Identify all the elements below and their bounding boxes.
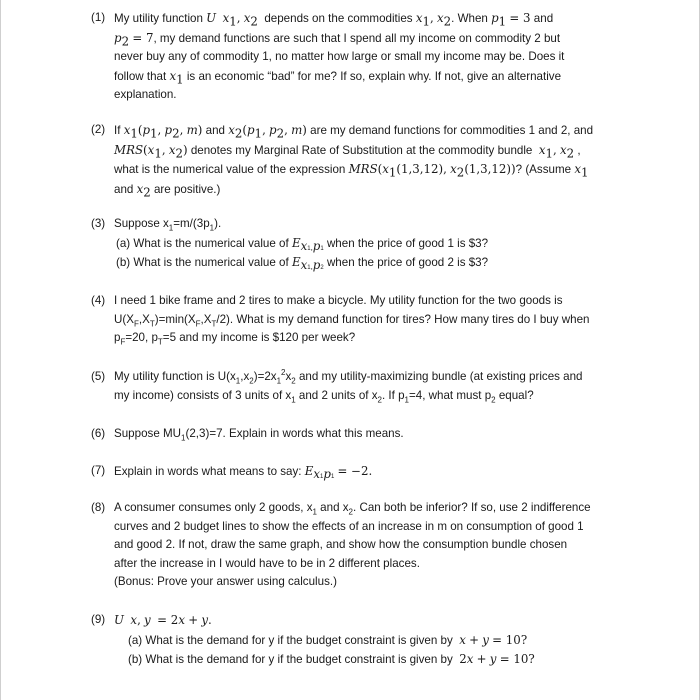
question-number: (2)	[91, 123, 106, 136]
question-number: (4)	[91, 294, 106, 307]
question-number: (7)	[91, 464, 106, 477]
question-7: (7) Explain in words what means to say: $E_{x1p1} = -2$.	[91, 464, 373, 482]
question-1: (1) My utility function U $x_1$, $x_2$ depends on the commodities $x_1$, $x_2$. When $p_1 = 3$ and $p_2 = 7$, my demand functions are such that I spend all my income on commodity 2 but never buy any of commodity 1, no matter how large or small my income may be. Does it follow that $x_1$ is an economic “bad” for me? If so, explain why. If not, give an alternative explanation.	[91, 11, 565, 101]
question-9: (9) U x, y = 2x + y. (a) What is the demand for y if the budget constraint is given by x + y = 10? (b) What is the demand for y if the budget constraint is given by 2x + y = 10?	[91, 613, 535, 666]
question-number: (9)	[91, 613, 106, 626]
question-number: (5)	[91, 370, 106, 383]
question-3: (3) Suppose $x_1=m/(3p_1)$. (a) What is the numerical value of $E_{x1,p1}$ when the price of good 1 is $3? (b) What is the numerical value of $E_{x1,p2}$ when the price of good 2 is $3?	[91, 217, 489, 273]
question-8: (8) A consumer consumes only 2 goods, $x_1$ and $x_2$. Can both be inferior? If so, use 2 indifference curves and 2 budget lines to show the effects of an increase in m on consumption of good 1 and good 2. If not, draw the same graph, and show how the consumption bundle chosen after the increase in I would have to be in 2 different places. (Bonus: Prove your answer using calculus.)	[91, 501, 591, 588]
question-4: (4) I need 1 bike frame and 2 tires to make a bicycle. My utility function for the two goods is $U(X_F,X_T)=\min(X_F,X_T/2)$. What is my demand function for tires? How many tires do I buy when $p_F=20$, $p_T=5$ and my income is $120 per week?	[91, 294, 590, 347]
question-2: (2) If $x_1(p_1$, $p_2$, m) and $x_2(p_1$, $p_2$, m) are my demand functions for commodities 1 and 2, and $MRS(x_1$, $x_2$) denotes my Marginal Rate of Substitution at the commodity bundle $x_1$, $x_2$ , what is the numerical value of the expression $MRS(x_1(1,3,12)$, $x_2(1,3,12)$)? (Assume $x_1$ and $x_2$ are positive.)	[91, 123, 594, 199]
question-number: (3)	[91, 217, 106, 230]
question-number: (8)	[91, 501, 106, 514]
question-5: (5) My utility function is $U(x_1,x_2)=2x_1^2x_2$ and my utility-maximizing bundle (at existing prices and my income) consists of 3 units of $x_1$ and 2 units of $x_2$. If $p_1=4$, what must $p_2$ equal?	[91, 368, 583, 404]
question-number: (6)	[91, 427, 106, 440]
question-6: (6) Suppose $MU_1(2,3)=7$. Explain in words what this means.	[91, 427, 404, 443]
question-number: (1)	[91, 11, 106, 24]
